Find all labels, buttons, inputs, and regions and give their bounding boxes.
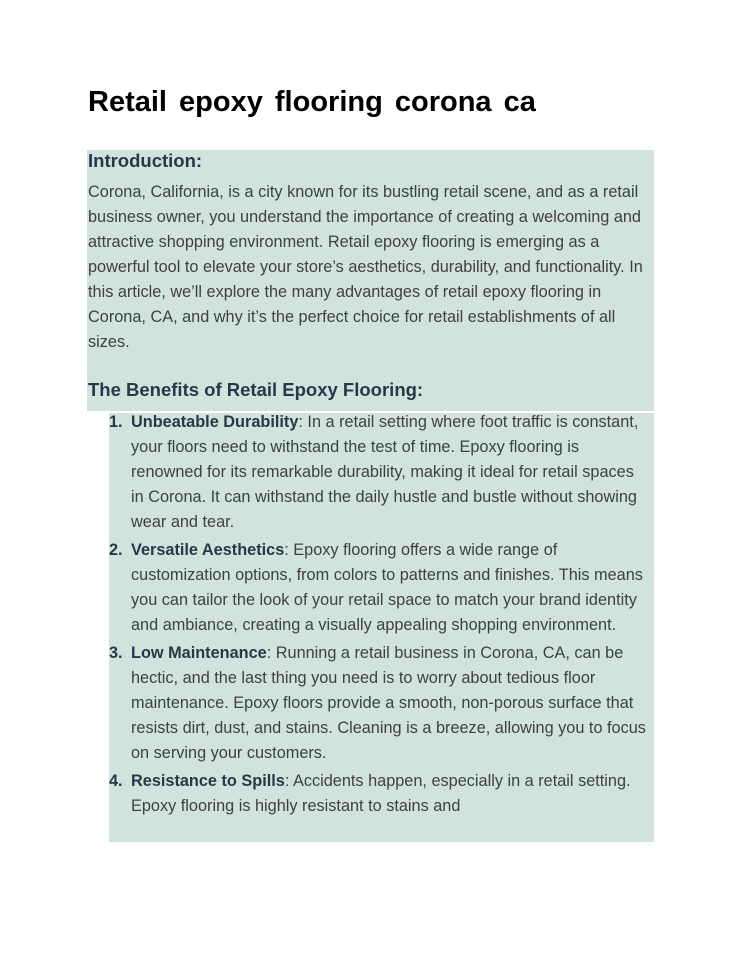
introduction-heading: Introduction:	[88, 150, 203, 171]
benefit-number: 3.	[109, 644, 123, 662]
benefit-term: Unbeatable Durability	[131, 413, 299, 431]
benefit-number: 1.	[109, 413, 123, 431]
benefits-list	[109, 410, 649, 822]
document-title: Retail epoxy flooring corona ca	[88, 86, 536, 118]
benefit-item	[109, 641, 649, 766]
benefit-item	[109, 769, 649, 819]
benefit-term: Resistance to Spills	[131, 772, 285, 790]
benefit-description: : Accidents happen, especially in a retail setting. Epoxy flooring is highly resistant to stains and	[131, 772, 631, 815]
benefit-term: Versatile Aesthetics	[131, 541, 285, 559]
benefit-description: : In a retail setting where foot traffic is constant, your floors need to withstand the test of time. Epoxy flooring is renowned for its remarkable durability, making it ideal for retail spaces in Corona. It can withstand the daily hustle and bustle without showing wear and tear.	[131, 413, 639, 531]
benefit-number: 4.	[109, 772, 123, 790]
benefits-heading: The Benefits of Retail Epoxy Flooring:	[88, 379, 424, 400]
benefit-item	[109, 538, 649, 638]
benefit-item	[109, 410, 649, 535]
benefit-description: : Running a retail business in Corona, CA, can be hectic, and the last thing you need is to worry about tedious floor maintenance. Epoxy floors provide a smooth, non-porous surface that resists dirt, dust, and stains. Cleaning is a breeze, allowing you to focus on serving your customers.	[131, 644, 646, 762]
introduction-paragraph: Corona, California, is a city known for its bustling retail scene, and as a retail business owner, you understand the importance of creating a welcoming and attractive shopping environment. Retail epoxy flooring is emerging as a powerful tool to elevate your store’s aesthetics, durability, and functionality. In this article, we’ll explore the many advantages of retail epoxy flooring in Corona, CA, and why it’s the perfect choice for retail establishments of all sizes.	[88, 183, 643, 351]
benefit-term: Low Maintenance	[131, 644, 267, 662]
benefit-number: 2.	[109, 541, 123, 559]
benefit-description: : Epoxy flooring offers a wide range of customization options, from colors to patterns and finishes. This means you can tailor the look of your retail space to match your brand identity and ambiance, creating a visually appealing shopping environment.	[131, 541, 643, 634]
